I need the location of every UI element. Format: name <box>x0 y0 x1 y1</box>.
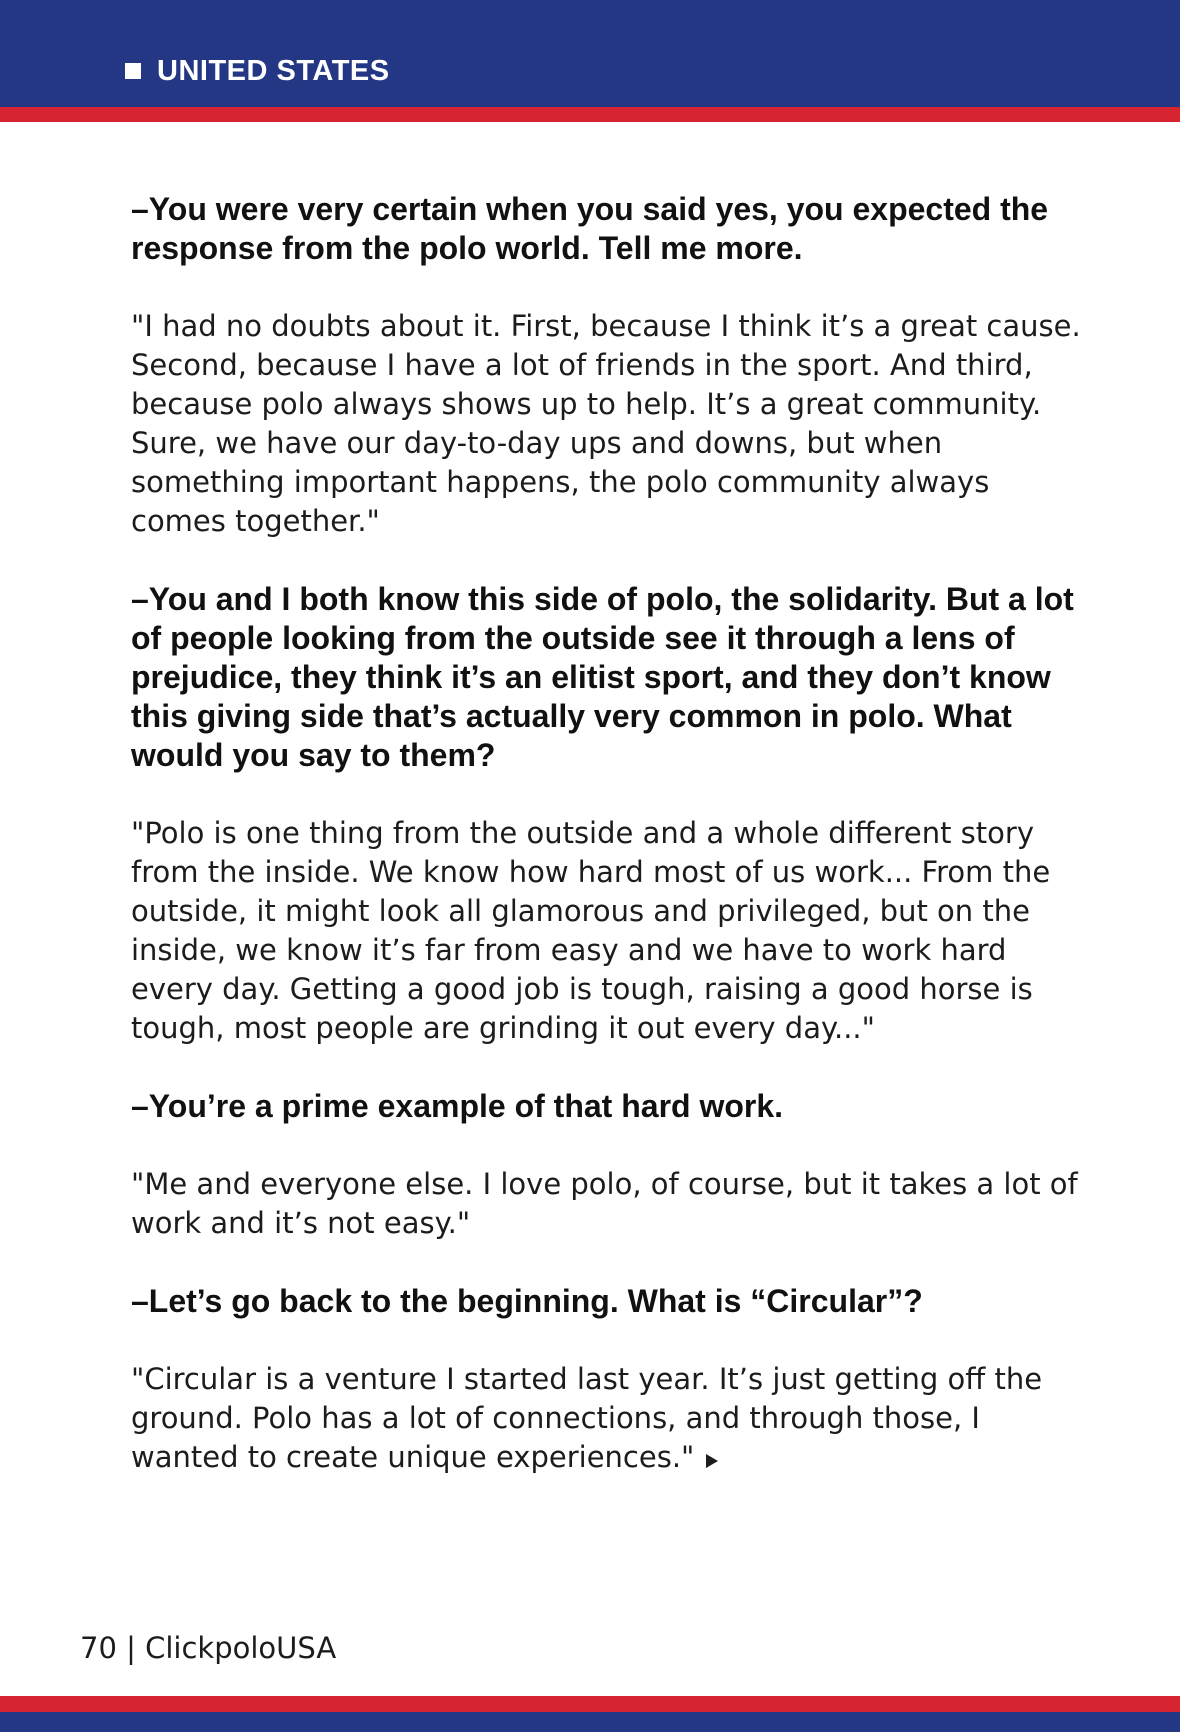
interviewer-question: –Let’s go back to the beginning. What is “Circular”? <box>131 1283 923 1319</box>
page-footer: 70 | ClickpoloUSA <box>80 1631 337 1665</box>
answer-text: "Circular is a venture I started last year. It’s just getting off the ground. Polo has a lot of connections, and through those, I wanted to create unique experiences." <box>131 1362 1043 1474</box>
footer-band <box>0 1712 1180 1732</box>
interviewee-answer-last <box>131 1360 1091 1477</box>
continue-arrow-icon <box>706 1454 718 1468</box>
header-red-stripe <box>0 107 1180 122</box>
section-title: UNITED STATES <box>157 55 390 87</box>
footer-red-stripe <box>0 1696 1180 1712</box>
interviewee-answer: "Me and everyone else. I love polo, of course, but it takes a lot of work and it’s not easy." <box>131 1167 1078 1240</box>
interviewee-answer: "I had no doubts about it. First, because I think it’s a great cause. Second, because I have a lot of friends in the sport. And third, because polo always shows up to help. It’s a great community. Sure, we have our day-to-day ups and downs, but when something important happens, the polo community always comes together." <box>131 309 1081 538</box>
interviewer-question: –You’re a prime example of that hard work. <box>131 1088 784 1124</box>
interviewer-question: –You were very certain when you said yes, you expected the response from the polo world. Tell me more. <box>131 191 1049 266</box>
interview-article <box>131 190 1091 1516</box>
interviewee-answer: "Polo is one thing from the outside and a whole different story from the inside. We know how hard most of us work... From the outside, it might look all glamorous and privileged, but on the inside, we know it’s far from easy and we have to work hard every day. Getting a good job is tough, raising a good horse is tough, most people are grinding it out every day..." <box>131 816 1051 1045</box>
interviewer-question: –You and I both know this side of polo, the solidarity. But a lot of people looking from the outside see it through a lens of prejudice, they think it’s an elitist sport, and they don’t know this giving side that’s actually very common in polo. What would you say to them? <box>131 581 1074 773</box>
square-bullet-icon <box>125 63 141 79</box>
